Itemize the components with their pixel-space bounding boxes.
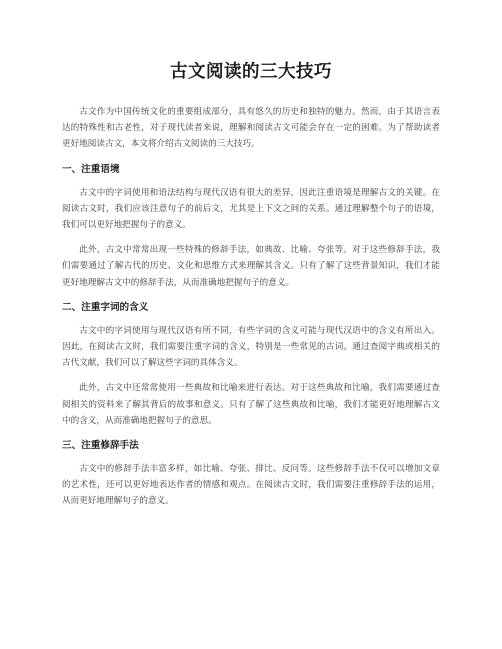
section-1-paragraph-2: 此外，古文中常常出现一些特殊的修辞手法，如典故、比喻、夸张等。对于这些修辞手法，我们需要通过了解古代的历史、文化和思维方式来理解其含义。只有了解了这些背景知识，我们才能更好地理解古文中的修辞手法，从而准确地把握句子的意义。 [62,245,440,288]
section-1-paragraph-1: 古文中的字词使用和语法结构与现代汉语有很大的差异，因此注重语境是理解古文的关键。在阅读古文时，我们应该注意句子的前后文，尤其是上下文之间的关系。通过理解整个句子的语境，我们可以更好地把握句子的意义。 [62,187,440,231]
intro-paragraph: 古文作为中国传统文化的重要组成部分，具有悠久的历史和独特的魅力。然而，由于其语言表达的特殊性和古老性，对于现代读者来说，理解和阅读古文可能会存在一定的困难。为了帮助读者更好地阅读古文，本文将介绍古文阅读的三大技巧。 [62,107,440,150]
section-2-paragraph-2: 此外，古文中还常常使用一些典故和比喻来进行表达。对于这些典故和比喻，我们需要通过查阅相关的资料来了解其背后的故事和意义。只有了解了这些典故和比喻，我们才能更好地理解古文中的含义，从而准确地把握句子的意思。 [62,383,440,426]
section-2-heading: 二、注重字词的含义 [62,301,149,313]
document-title: 古文阅读的三大技巧 [170,62,332,82]
section-3-paragraph-1: 古文中的修辞手法丰富多样，如比喻、夸张、排比、反问等。这些修辞手法不仅可以增加文章的艺术性，还可以更好地表达作者的情感和观点。在阅读古文时，我们需要注重修辞手法的运用，从而更好地理解句子的意义。 [62,464,440,507]
section-1-heading: 一、注重语境 [62,163,120,175]
section-2-paragraph-1: 古文中的字词使用与现代汉语有所不同，有些字词的含义可能与现代汉语中的含义有所出入。因此，在阅读古文时，我们需要注重字词的含义，特别是一些常见的古词。通过查阅字典或相关的古代文献，我们可以了解这些字词的具体含义。 [62,325,440,369]
section-3-heading: 三、注重修辞手法 [62,440,139,452]
